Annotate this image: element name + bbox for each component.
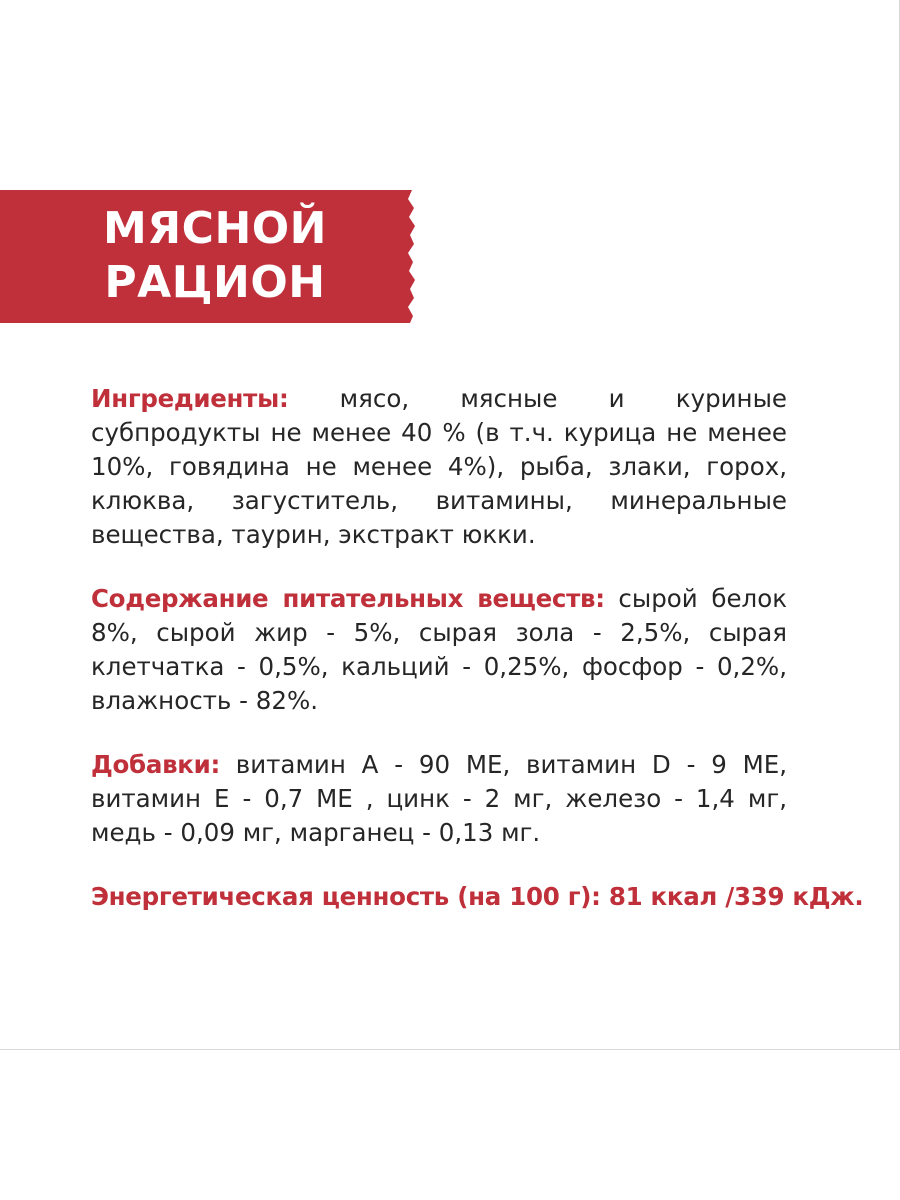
banner-title-line-2: РАЦИОН (104, 257, 326, 308)
nutrients-paragraph (91, 582, 787, 718)
banner-title-line-1: МЯСНОЙ (102, 203, 327, 254)
additives-label: Добавки: (91, 750, 220, 779)
energy-paragraph (91, 880, 864, 914)
energy-value: Энергетическая ценность (на 100 г): 81 ккал /339 кДж. (91, 882, 864, 911)
additives-text: витамин А - 90 МЕ, витамин D - 9 МЕ, витамин Е - 0,7 МЕ , цинк - 2 мг, железо - 1,4 мг, медь - 0,09 мг, марганец - 0,13 мг. (91, 750, 787, 847)
ingredients-text: мясо, мясные и куриные субпродукты не менее 40 % (в т.ч. курица не менее 10%, говядина не менее 4%), рыба, злаки, горох, клюква, загуститель, витамины, минеральные вещества, таурин, экстракт юкки. (91, 384, 787, 549)
title-banner (0, 190, 416, 323)
banner-title (0, 202, 430, 310)
composition-text (91, 382, 864, 944)
ingredients-label: Ингредиенты: (91, 384, 289, 413)
nutrients-text: сырой белок 8%, сырой жир - 5%, сырая зола - 2,5%, сырая клетчатка - 0,5%, кальций - 0,25%, фосфор - 0,2%, влажность - 82%. (91, 584, 787, 715)
ingredients-paragraph (91, 382, 787, 552)
nutrients-label: Содержание питательных веществ: (91, 584, 605, 613)
additives-paragraph (91, 748, 787, 850)
